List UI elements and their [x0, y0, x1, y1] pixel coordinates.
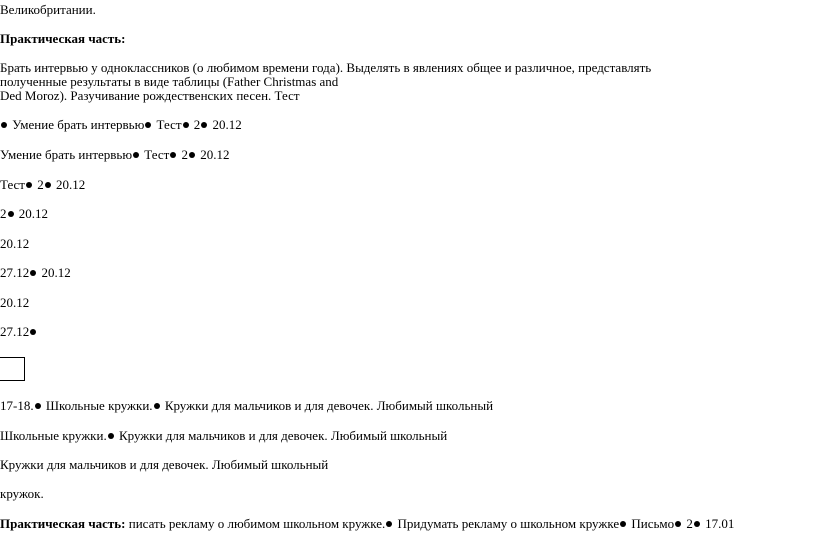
text-fragment: Умение брать интервью: [0, 147, 133, 162]
text-fragment: писать рекламу о любимом школьном кружке.: [125, 516, 386, 531]
text-fragment: Школьные кружки.: [0, 428, 107, 443]
bullet-icon: [45, 182, 51, 188]
bullet-icon: [8, 211, 14, 217]
date-line: [0, 295, 29, 311]
bullet-icon: [675, 521, 681, 527]
text-fragment: 2: [0, 206, 7, 221]
bullet-icon: [170, 152, 176, 158]
text-fragment: 2: [37, 177, 44, 192]
empty-table-cell: [0, 357, 25, 381]
date: 17.01: [701, 516, 735, 531]
text-line: [0, 457, 328, 473]
bullet-line: [0, 428, 447, 444]
bullet-icon: [30, 329, 36, 335]
bullet-icon: [1, 122, 7, 128]
date: 20.12: [18, 206, 48, 221]
bullet-icon: [30, 270, 36, 276]
bullet-line: [0, 516, 734, 532]
bullet-icon: [386, 521, 392, 527]
text-fragment: 2: [686, 516, 693, 531]
bullet-icon: [108, 433, 114, 439]
bullet-icon: [620, 521, 626, 527]
bullet-icon: [35, 403, 41, 409]
text-fragment: Умение брать интервью: [12, 117, 145, 132]
text-fragment: кружок.: [0, 486, 44, 501]
bullet-icon: [189, 152, 195, 158]
bullet-icon: [145, 122, 151, 128]
text-fragment: 2: [181, 147, 189, 162]
text-line: Великобритании.: [0, 2, 96, 17]
date: 20.12: [0, 236, 30, 251]
text-fragment: Кружки для мальчиков и для девочек. Любимый школьный: [0, 457, 329, 472]
date-line: [0, 236, 29, 252]
bullet-line: [0, 117, 242, 133]
text-fragment: 2: [193, 117, 201, 132]
text-fragment: Кружки для мальчиков и для девочек. Любимый школьный: [164, 398, 494, 413]
bullet-icon: [133, 152, 139, 158]
text-fragment: Тест: [156, 117, 182, 132]
date: 20.12: [212, 117, 242, 132]
bullet-line: [0, 177, 85, 193]
date: 20.12: [0, 295, 30, 310]
text-fragment: Кружки для мальчиков и для девочек. Любимый школьный: [118, 428, 448, 443]
text-fragment: Тест: [0, 177, 25, 192]
bullet-line: [0, 147, 230, 163]
section-heading: Практическая часть:: [0, 31, 126, 46]
date: 27.12: [0, 324, 30, 339]
bullet-line: [0, 324, 38, 340]
text-fragment: Придумать рекламу о школьном кружке: [394, 516, 620, 531]
bullet-icon: [26, 182, 32, 188]
date: 20.12: [41, 265, 71, 280]
paragraph-line: Ded Moroz). Разучивание рождественских песен. Тест: [0, 88, 300, 103]
bullet-line: [0, 398, 493, 414]
date: 27.12: [0, 265, 30, 280]
bullet-icon: [183, 122, 189, 128]
paragraph-line: полученные результаты в виде таблицы (Father Christmas and: [0, 74, 339, 89]
bullet-line: [0, 206, 48, 222]
text-fragment: Тест: [144, 147, 170, 162]
date: 20.12: [56, 177, 86, 192]
bullet-icon: [154, 403, 160, 409]
lesson-number: 17-18.: [0, 398, 34, 413]
paragraph-line: Брать интервью у одноклассников (о любимом времени года). Выделять в явлениях общее и различное, представлять: [0, 60, 652, 75]
text-fragment: Школьные кружки.: [45, 398, 153, 413]
text-line: [0, 486, 44, 502]
date: 20.12: [200, 147, 230, 162]
bullet-icon: [201, 122, 207, 128]
bullet-line: [0, 265, 71, 281]
text-fragment: Письмо: [628, 516, 675, 531]
section-heading: Практическая часть:: [0, 516, 126, 531]
bullet-icon: [694, 521, 700, 527]
